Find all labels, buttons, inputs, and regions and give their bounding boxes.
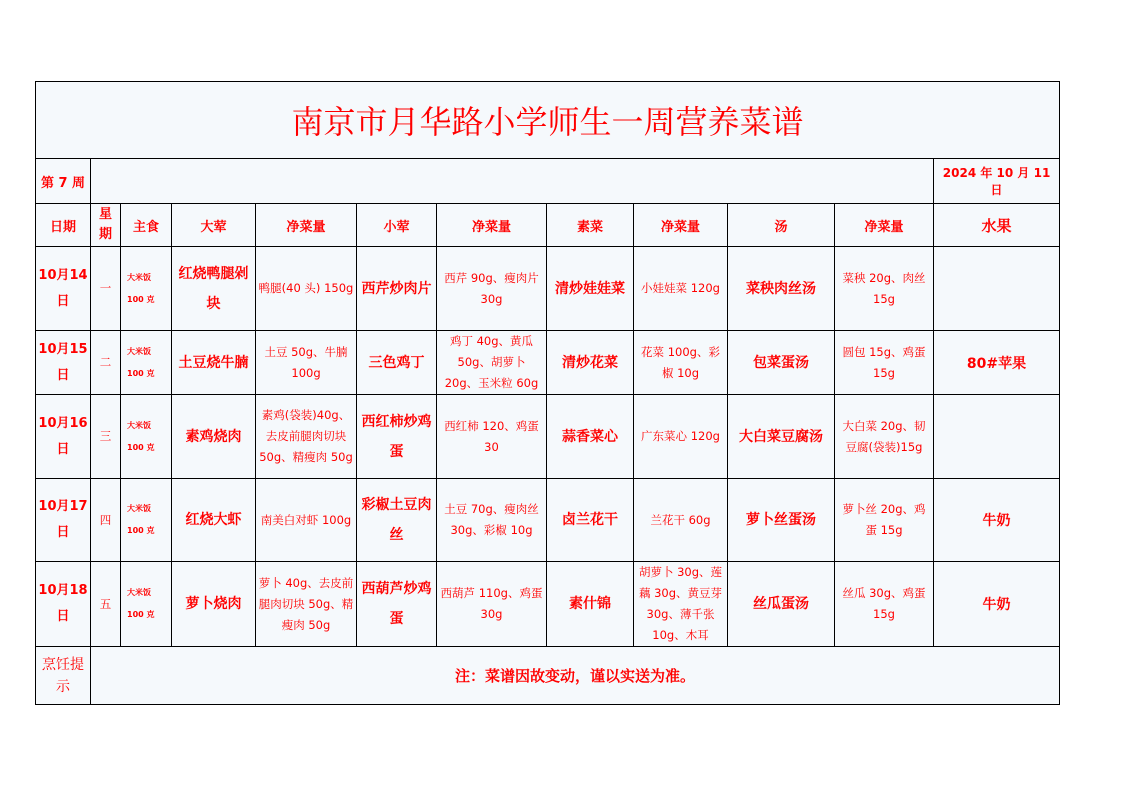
column-header: 主食 bbox=[121, 204, 172, 247]
cell-date: 10月17日 bbox=[36, 479, 91, 562]
cell-big-meat: 萝卜烧肉 bbox=[172, 562, 256, 647]
menu-table bbox=[35, 81, 1060, 705]
cell-veg-qty: 胡萝卜 30g、莲藕 30g、黄豆芽 30g、薄千张 10g、木耳 bbox=[634, 562, 728, 647]
cell-small-meat: 西葫芦炒鸡蛋 bbox=[357, 562, 437, 647]
cell-soup: 萝卜丝蛋汤 bbox=[728, 479, 835, 562]
column-header: 净菜量 bbox=[634, 204, 728, 247]
cell-soup-qty: 圆包 15g、鸡蛋 15g bbox=[835, 331, 934, 395]
cell-big-meat-qty: 萝卜 40g、去皮前腿肉切块 50g、精瘦肉 50g bbox=[256, 562, 357, 647]
cell-weekday: 四 bbox=[91, 479, 121, 562]
cell-veg-qty: 小娃娃菜 120g bbox=[634, 247, 728, 331]
cell-small-meat: 西红柿炒鸡蛋 bbox=[357, 395, 437, 479]
table-row bbox=[36, 247, 1060, 331]
cell-soup: 菜秧肉丝汤 bbox=[728, 247, 835, 331]
cell-fruit bbox=[934, 247, 1060, 331]
column-header: 小荤 bbox=[357, 204, 437, 247]
cell-small-meat-qty: 西葫芦 110g、鸡蛋 30g bbox=[437, 562, 547, 647]
cell-date: 10月15日 bbox=[36, 331, 91, 395]
cell-veg: 素什锦 bbox=[547, 562, 634, 647]
cell-date: 10月14日 bbox=[36, 247, 91, 331]
cell-soup-qty: 丝瓜 30g、鸡蛋 15g bbox=[835, 562, 934, 647]
cell-small-meat-qty: 鸡丁 40g、黄瓜 50g、胡萝卜 20g、玉米粒 60g bbox=[437, 331, 547, 395]
cell-fruit: 80#苹果 bbox=[934, 331, 1060, 395]
column-header: 净菜量 bbox=[437, 204, 547, 247]
column-header: 大荤 bbox=[172, 204, 256, 247]
table-row bbox=[36, 395, 1060, 479]
cell-veg: 清炒娃娃菜 bbox=[547, 247, 634, 331]
column-header: 水果 bbox=[934, 204, 1060, 247]
cell-big-meat: 红烧大虾 bbox=[172, 479, 256, 562]
cell-fruit bbox=[934, 395, 1060, 479]
column-header: 汤 bbox=[728, 204, 835, 247]
column-header: 日期 bbox=[36, 204, 91, 247]
cell-veg: 卤兰花干 bbox=[547, 479, 634, 562]
cell-veg-qty: 广东菜心 120g bbox=[634, 395, 728, 479]
cell-weekday: 二 bbox=[91, 331, 121, 395]
page-title: 南京市月华路小学师生一周营养菜谱 bbox=[36, 82, 1060, 159]
cell-staple: 大米饭 100 克 bbox=[121, 395, 172, 479]
cell-staple: 大米饭 100 克 bbox=[121, 562, 172, 647]
table-row bbox=[36, 331, 1060, 395]
cell-soup-qty: 菜秧 20g、肉丝 15g bbox=[835, 247, 934, 331]
cell-veg-qty: 花菜 100g、彩椒 10g bbox=[634, 331, 728, 395]
cell-date: 10月16日 bbox=[36, 395, 91, 479]
column-header: 净菜量 bbox=[835, 204, 934, 247]
table-row bbox=[36, 562, 1060, 647]
cell-weekday: 五 bbox=[91, 562, 121, 647]
cell-soup-qty: 大白菜 20g、韧豆腐(袋装)15g bbox=[835, 395, 934, 479]
cell-veg: 清炒花菜 bbox=[547, 331, 634, 395]
tips-label: 烹饪提示 bbox=[36, 647, 91, 705]
cell-big-meat: 红烧鸭腿剁块 bbox=[172, 247, 256, 331]
cell-big-meat: 土豆烧牛腩 bbox=[172, 331, 256, 395]
cell-weekday: 三 bbox=[91, 395, 121, 479]
cell-small-meat: 彩椒土豆肉丝 bbox=[357, 479, 437, 562]
cell-soup: 大白菜豆腐汤 bbox=[728, 395, 835, 479]
column-header: 素菜 bbox=[547, 204, 634, 247]
cell-weekday: 一 bbox=[91, 247, 121, 331]
cell-soup-qty: 萝卜丝 20g、鸡蛋 15g bbox=[835, 479, 934, 562]
cell-big-meat-qty: 鸭腿(40 头) 150g bbox=[256, 247, 357, 331]
cell-soup: 包菜蛋汤 bbox=[728, 331, 835, 395]
cell-soup: 丝瓜蛋汤 bbox=[728, 562, 835, 647]
cell-small-meat: 西芹炒肉片 bbox=[357, 247, 437, 331]
cell-small-meat-qty: 西芹 90g、瘦肉片 30g bbox=[437, 247, 547, 331]
cell-big-meat-qty: 素鸡(袋装)40g、去皮前腿肉切块 50g、精瘦肉 50g bbox=[256, 395, 357, 479]
header-row bbox=[36, 204, 1060, 247]
note: 注：菜谱因故变动，谨以实送为准。 bbox=[91, 647, 1060, 705]
cell-staple: 大米饭 100 克 bbox=[121, 247, 172, 331]
week-label: 第 7 周 bbox=[36, 159, 91, 204]
column-header: 星期 bbox=[91, 204, 121, 247]
cell-veg-qty: 兰花干 60g bbox=[634, 479, 728, 562]
cell-fruit: 牛奶 bbox=[934, 479, 1060, 562]
cell-big-meat-qty: 南美白对虾 100g bbox=[256, 479, 357, 562]
cell-date: 10月18日 bbox=[36, 562, 91, 647]
cell-small-meat: 三色鸡丁 bbox=[357, 331, 437, 395]
cell-staple: 大米饭 100 克 bbox=[121, 479, 172, 562]
column-header: 净菜量 bbox=[256, 204, 357, 247]
table-row bbox=[36, 479, 1060, 562]
cell-big-meat: 素鸡烧肉 bbox=[172, 395, 256, 479]
cell-big-meat-qty: 土豆 50g、牛腩 100g bbox=[256, 331, 357, 395]
cell-staple: 大米饭 100 克 bbox=[121, 331, 172, 395]
date-label: 2024 年 10 月 11 日 bbox=[934, 159, 1060, 204]
cell-fruit: 牛奶 bbox=[934, 562, 1060, 647]
cell-small-meat-qty: 土豆 70g、瘦肉丝 30g、彩椒 10g bbox=[437, 479, 547, 562]
cell-veg: 蒜香菜心 bbox=[547, 395, 634, 479]
cell-small-meat-qty: 西红柿 120、鸡蛋 30 bbox=[437, 395, 547, 479]
